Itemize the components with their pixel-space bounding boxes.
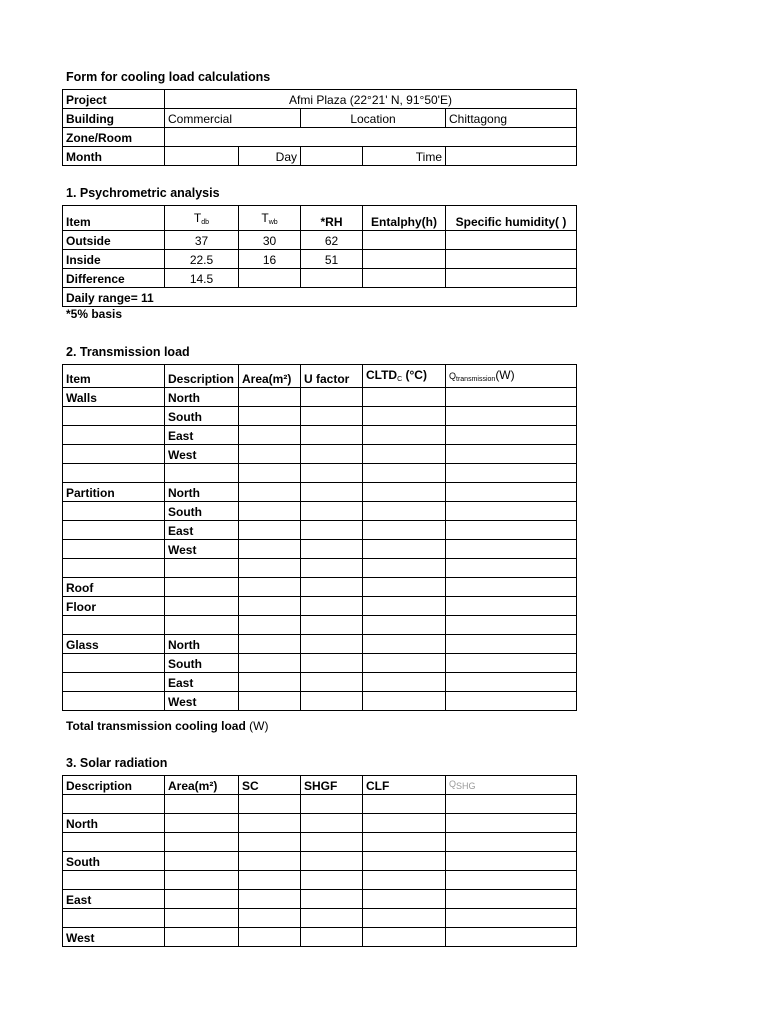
transmission-row-u-factor — [301, 502, 363, 521]
transmission-row — [63, 388, 577, 407]
daily-range: Daily range= 11 — [63, 288, 577, 307]
psychro-row-tdb: 14.5 — [165, 269, 239, 288]
building-row — [63, 109, 577, 128]
solar-row-shgf — [301, 852, 363, 871]
psychro-row-humidity — [446, 269, 577, 288]
solar-row-sc — [239, 833, 301, 852]
transmission-row-description: West — [165, 445, 239, 464]
transmission-row-area — [239, 578, 301, 597]
transmission-row-item: Glass — [63, 635, 165, 654]
transmission-row-description: West — [165, 540, 239, 559]
day-label: Day — [239, 147, 301, 166]
transmission-row-description — [165, 578, 239, 597]
zone-value — [165, 128, 577, 147]
psychro-header-row — [63, 206, 577, 231]
project-info-table — [62, 89, 577, 166]
solar-row-clf — [363, 833, 446, 852]
solar-row-area — [165, 833, 239, 852]
transmission-row-area — [239, 635, 301, 654]
transmission-row-item: Partition — [63, 483, 165, 502]
daily-range-row — [63, 288, 577, 307]
psychro-row-enthalpy — [363, 250, 446, 269]
solar-row-q — [446, 890, 577, 909]
transmission-row-cltd — [363, 445, 446, 464]
transmission-row-item — [63, 540, 165, 559]
transmission-row-q — [446, 540, 577, 559]
solar-row-shgf — [301, 795, 363, 814]
transmission-row-cltd — [363, 407, 446, 426]
psychro-item-header: Item — [63, 206, 165, 231]
transmission-row — [63, 616, 577, 635]
solar-description-header: Description — [63, 776, 165, 795]
enthalpy-header: Entalphy(h) — [363, 206, 446, 231]
solar-row-q — [446, 852, 577, 871]
solar-row-clf — [363, 814, 446, 833]
transmission-row-q — [446, 464, 577, 483]
solar-row-sc — [239, 852, 301, 871]
solar-row-area — [165, 871, 239, 890]
building-value: Commercial — [165, 109, 301, 128]
solar-row — [63, 871, 577, 890]
transmission-row-area — [239, 464, 301, 483]
tdb-header: $T_{db}$ — [165, 206, 239, 231]
transmission-row-cltd — [363, 654, 446, 673]
transmission-row-cltd — [363, 597, 446, 616]
psychro-table — [62, 205, 577, 307]
transmission-row — [63, 407, 577, 426]
transmission-row-area — [239, 597, 301, 616]
transmission-row — [63, 426, 577, 445]
transmission-row-description — [165, 559, 239, 578]
solar-row-sc — [239, 814, 301, 833]
twb-header: $T_{wb}$ — [239, 206, 301, 231]
transmission-row-u-factor — [301, 578, 363, 597]
transmission-row — [63, 502, 577, 521]
time-value — [446, 147, 577, 166]
transmission-row-area — [239, 502, 301, 521]
solar-row-description — [63, 833, 165, 852]
transmission-row — [63, 692, 577, 711]
transmission-row-item — [63, 616, 165, 635]
q-transmission-header: $Q_{transmission}(W)$ — [446, 365, 577, 388]
solar-shgf-header: SHGF — [301, 776, 363, 795]
solar-area-header: Area(m²) — [165, 776, 239, 795]
transmission-row-area — [239, 654, 301, 673]
transmission-row-u-factor — [301, 692, 363, 711]
transmission-row-description: West — [165, 692, 239, 711]
transmission-row-item — [63, 407, 165, 426]
psychro-row-tdb: 37 — [165, 231, 239, 250]
solar-row-clf — [363, 890, 446, 909]
transmission-row-q — [446, 578, 577, 597]
transmission-row-area — [239, 559, 301, 578]
transmission-row-u-factor — [301, 673, 363, 692]
psychro-row-enthalpy — [363, 231, 446, 250]
transmission-row-u-factor — [301, 445, 363, 464]
psychro-row-rh — [301, 269, 363, 288]
transmission-row-u-factor — [301, 597, 363, 616]
psychro-row-item: Outside — [63, 231, 165, 250]
transmission-row-area — [239, 426, 301, 445]
solar-row — [63, 795, 577, 814]
transmission-row-item: Walls — [63, 388, 165, 407]
transmission-row-cltd — [363, 502, 446, 521]
transmission-row-u-factor — [301, 654, 363, 673]
transmission-row-item — [63, 426, 165, 445]
transmission-row-q — [446, 502, 577, 521]
solar-row-area — [165, 814, 239, 833]
solar-row-sc — [239, 890, 301, 909]
cltd-header: $CLTD_C$ (°C) — [363, 365, 446, 388]
transmission-row-q — [446, 521, 577, 540]
solar-row-shgf — [301, 814, 363, 833]
specific-humidity-header: Specific humidity( ) — [446, 206, 577, 231]
solar-row-clf — [363, 909, 446, 928]
transmission-row-item — [63, 464, 165, 483]
transmission-row-cltd — [363, 673, 446, 692]
solar-row-description: North — [63, 814, 165, 833]
solar-row-shgf — [301, 890, 363, 909]
transmission-row-description: East — [165, 426, 239, 445]
transmission-description-header: Description — [165, 365, 239, 388]
transmission-row-cltd — [363, 521, 446, 540]
solar-row-area — [165, 928, 239, 947]
solar-header-row — [63, 776, 577, 795]
transmission-row-q — [446, 635, 577, 654]
transmission-row-item — [63, 692, 165, 711]
solar-row-shgf — [301, 871, 363, 890]
transmission-row-cltd — [363, 426, 446, 445]
solar-row-description: East — [63, 890, 165, 909]
transmission-row — [63, 635, 577, 654]
rh-header: *RH — [301, 206, 363, 231]
transmission-row-item: Roof — [63, 578, 165, 597]
transmission-row-q — [446, 483, 577, 502]
psychro-row-rh: 51 — [301, 250, 363, 269]
month-row — [63, 147, 577, 166]
solar-row-shgf — [301, 833, 363, 852]
transmission-row — [63, 445, 577, 464]
transmission-row-description: South — [165, 407, 239, 426]
location-value: Chittagong — [446, 109, 577, 128]
transmission-row — [63, 464, 577, 483]
transmission-row-q — [446, 616, 577, 635]
transmission-row-q — [446, 559, 577, 578]
transmission-heading: 2. Transmission load — [66, 345, 190, 359]
psychro-row — [63, 269, 577, 288]
solar-row-description: West — [63, 928, 165, 947]
transmission-row-cltd — [363, 483, 446, 502]
transmission-row-item — [63, 673, 165, 692]
psychro-row-twb: 16 — [239, 250, 301, 269]
transmission-item-header: Item — [63, 365, 165, 388]
transmission-row-q — [446, 426, 577, 445]
transmission-row-q — [446, 597, 577, 616]
transmission-row-description — [165, 597, 239, 616]
transmission-row — [63, 597, 577, 616]
transmission-row-u-factor — [301, 407, 363, 426]
day-value — [301, 147, 363, 166]
psychro-row-twb: 30 — [239, 231, 301, 250]
psychro-footnote: *5% basis — [66, 307, 123, 321]
transmission-row-area — [239, 521, 301, 540]
transmission-row — [63, 673, 577, 692]
solar-row — [63, 814, 577, 833]
solar-row-sc — [239, 795, 301, 814]
transmission-row-item — [63, 654, 165, 673]
transmission-row-cltd — [363, 464, 446, 483]
transmission-row-cltd — [363, 559, 446, 578]
solar-row-shgf — [301, 928, 363, 947]
solar-row-area — [165, 795, 239, 814]
solar-clf-header: CLF — [363, 776, 446, 795]
transmission-row — [63, 540, 577, 559]
solar-row-clf — [363, 795, 446, 814]
transmission-row-q — [446, 654, 577, 673]
transmission-header-row — [63, 365, 577, 388]
project-label: Project — [63, 90, 165, 109]
psychro-row-twb — [239, 269, 301, 288]
transmission-row-item — [63, 445, 165, 464]
transmission-row-u-factor — [301, 559, 363, 578]
solar-row-q — [446, 795, 577, 814]
transmission-row-area — [239, 445, 301, 464]
solar-row-area — [165, 909, 239, 928]
transmission-row-q — [446, 445, 577, 464]
project-value: Afmi Plaza (22°21' N, 91°50'E) — [165, 90, 577, 109]
solar-row-q — [446, 871, 577, 890]
transmission-row — [63, 578, 577, 597]
psychro-row-humidity — [446, 231, 577, 250]
transmission-row — [63, 483, 577, 502]
transmission-row-q — [446, 673, 577, 692]
building-label: Building — [63, 109, 165, 128]
solar-row-sc — [239, 928, 301, 947]
transmission-total: Total transmission cooling load (W) — [66, 719, 269, 733]
solar-row-description — [63, 871, 165, 890]
transmission-row-cltd — [363, 540, 446, 559]
form-title: Form for cooling load calculations — [66, 70, 271, 84]
solar-row-q — [446, 928, 577, 947]
transmission-row-item — [63, 559, 165, 578]
solar-row — [63, 909, 577, 928]
psychro-row-humidity — [446, 250, 577, 269]
psychro-row-tdb: 22.5 — [165, 250, 239, 269]
transmission-row-description — [165, 464, 239, 483]
solar-row-clf — [363, 871, 446, 890]
psychro-row — [63, 231, 577, 250]
transmission-area-header: Area(m²) — [239, 365, 301, 388]
transmission-row-area — [239, 483, 301, 502]
transmission-row-description: South — [165, 654, 239, 673]
q-shg-header: $Q_{SHG}$ — [446, 776, 577, 795]
transmission-row-area — [239, 692, 301, 711]
transmission-row-u-factor — [301, 521, 363, 540]
transmission-ufactor-header: U factor — [301, 365, 363, 388]
solar-row-shgf — [301, 909, 363, 928]
transmission-row-area — [239, 407, 301, 426]
transmission-row-description: South — [165, 502, 239, 521]
transmission-row-description: East — [165, 521, 239, 540]
solar-row — [63, 928, 577, 947]
transmission-row-area — [239, 388, 301, 407]
transmission-row-u-factor — [301, 540, 363, 559]
solar-row-clf — [363, 928, 446, 947]
transmission-row-cltd — [363, 388, 446, 407]
transmission-row — [63, 654, 577, 673]
transmission-table — [62, 364, 577, 711]
solar-heading: 3. Solar radiation — [66, 756, 168, 770]
psychro-row-item: Inside — [63, 250, 165, 269]
project-row — [63, 90, 577, 109]
transmission-row-item — [63, 521, 165, 540]
psychro-row-enthalpy — [363, 269, 446, 288]
solar-table — [62, 775, 577, 947]
transmission-row-area — [239, 540, 301, 559]
transmission-row-u-factor — [301, 616, 363, 635]
solar-row-q — [446, 814, 577, 833]
psychro-heading: 1. Psychrometric analysis — [66, 186, 220, 200]
solar-row-description — [63, 909, 165, 928]
transmission-row-u-factor — [301, 483, 363, 502]
solar-sc-header: SC — [239, 776, 301, 795]
psychro-row-item: Difference — [63, 269, 165, 288]
transmission-row-description — [165, 616, 239, 635]
transmission-row-area — [239, 673, 301, 692]
solar-row — [63, 833, 577, 852]
zone-row — [63, 128, 577, 147]
transmission-row-area — [239, 616, 301, 635]
solar-row-sc — [239, 909, 301, 928]
solar-row — [63, 890, 577, 909]
zone-label: Zone/Room — [63, 128, 165, 147]
transmission-row-description: North — [165, 635, 239, 654]
solar-row-sc — [239, 871, 301, 890]
solar-row-clf — [363, 852, 446, 871]
transmission-row-u-factor — [301, 635, 363, 654]
solar-row-q — [446, 909, 577, 928]
solar-row-q — [446, 833, 577, 852]
transmission-row-u-factor — [301, 388, 363, 407]
transmission-row-description: East — [165, 673, 239, 692]
transmission-row-description: North — [165, 388, 239, 407]
transmission-row — [63, 559, 577, 578]
transmission-row-q — [446, 407, 577, 426]
month-value — [165, 147, 239, 166]
transmission-row-cltd — [363, 578, 446, 597]
transmission-row-cltd — [363, 635, 446, 654]
psychro-row-rh: 62 — [301, 231, 363, 250]
transmission-row-item — [63, 502, 165, 521]
time-label: Time — [363, 147, 446, 166]
solar-row-area — [165, 852, 239, 871]
solar-row — [63, 852, 577, 871]
transmission-row-q — [446, 388, 577, 407]
transmission-row-description: North — [165, 483, 239, 502]
transmission-row-q — [446, 692, 577, 711]
psychro-row — [63, 250, 577, 269]
transmission-row — [63, 521, 577, 540]
transmission-row-u-factor — [301, 464, 363, 483]
transmission-row-cltd — [363, 616, 446, 635]
transmission-row-item: Floor — [63, 597, 165, 616]
transmission-row-cltd — [363, 692, 446, 711]
solar-row-description: South — [63, 852, 165, 871]
solar-row-area — [165, 890, 239, 909]
month-label: Month — [63, 147, 165, 166]
transmission-row-u-factor — [301, 426, 363, 445]
solar-row-description — [63, 795, 165, 814]
location-label: Location — [301, 109, 446, 128]
